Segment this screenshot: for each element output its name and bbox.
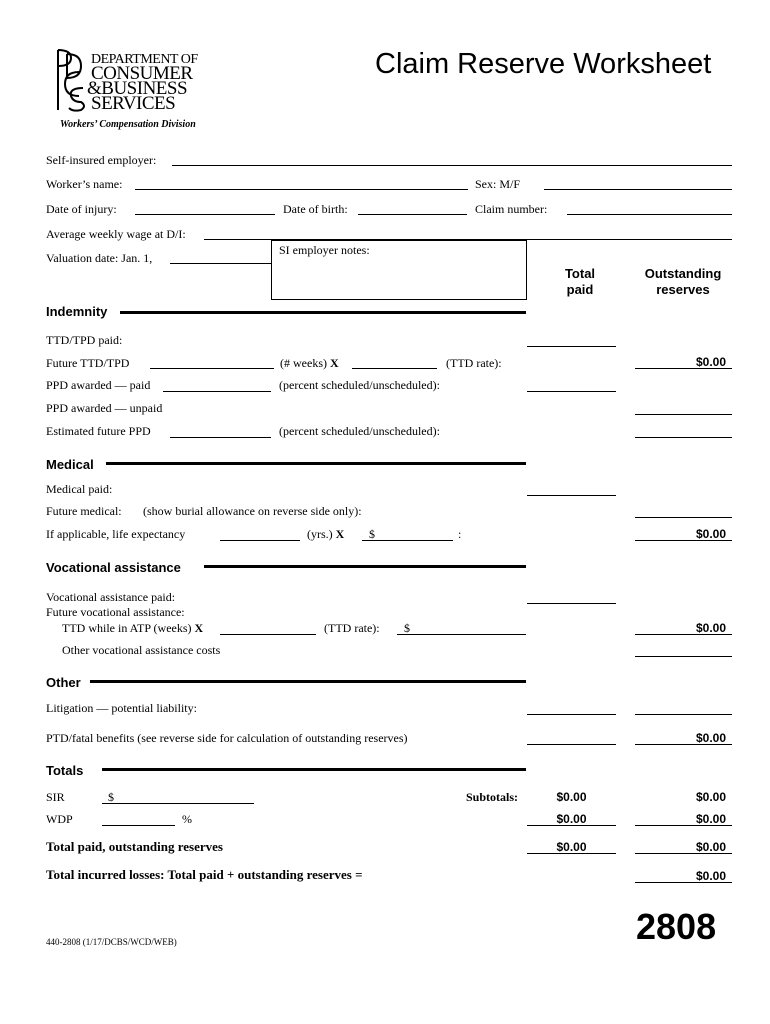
pct-sched-label-1: (percent scheduled/unscheduled): <box>279 378 440 392</box>
form-number: 2808 <box>636 906 717 947</box>
notes-label: SI employer notes: <box>279 243 370 257</box>
litigation-outstanding-field[interactable] <box>635 714 732 715</box>
sex-field[interactable] <box>544 189 732 190</box>
wdp-outstanding-value: $0.00 <box>695 812 726 826</box>
times-x: X <box>329 356 339 370</box>
worker-label: Worker’s name: <box>46 177 123 191</box>
worker-field[interactable] <box>135 189 468 190</box>
future-medical-field[interactable] <box>635 517 732 518</box>
claim-number-label: Claim number: <box>475 202 548 216</box>
ppd-unpaid-label: PPD awarded — unpaid <box>46 401 163 415</box>
sex-label: Sex: M/F <box>475 177 521 191</box>
weeks-text: (# weeks) <box>280 356 327 370</box>
other-voc-field[interactable] <box>635 656 732 657</box>
future-ttd-label: Future TTD/TPD <box>46 356 130 370</box>
yrs-label <box>307 527 344 542</box>
total-outstanding-value: $0.00 <box>695 840 726 854</box>
est-future-ppd-label: Estimated future PPD <box>46 424 151 438</box>
division-name: Workers’ Compensation Division <box>60 119 196 130</box>
ppd-paid-pct-field[interactable] <box>163 391 271 392</box>
incurred-label: Total incurred losses: Total paid + outstanding reserves = <box>46 867 363 882</box>
voc-dollar: $ <box>404 621 410 635</box>
col-outstanding <box>628 266 738 298</box>
col-outstanding-line1: Outstanding <box>644 266 722 281</box>
employer-field[interactable] <box>172 165 732 166</box>
page-title: Claim Reserve Worksheet <box>375 48 712 80</box>
ppd-paid-field[interactable] <box>527 391 616 392</box>
voc-paid-field[interactable] <box>527 603 616 604</box>
valuation-field[interactable] <box>170 263 271 264</box>
form-code: 440-2808 (1/17/DCBS/WCD/WEB) <box>46 937 177 947</box>
future-voc-label: Future vocational assistance: <box>46 605 185 619</box>
ttd-atp-weeks-field[interactable] <box>220 634 316 635</box>
litigation-label: Litigation — potential liability: <box>46 701 197 715</box>
totals-heading: Totals <box>46 763 84 778</box>
voc-ttd-rate-label: (TTD rate): <box>324 621 380 635</box>
total-paid-value: $0.00 <box>556 840 587 854</box>
burial-note: (show burial allowance on reverse side only): <box>143 504 362 518</box>
ppd-paid-label: PPD awarded — paid <box>46 378 151 392</box>
life-exp-yrs-field[interactable] <box>220 540 300 541</box>
col-total-paid <box>530 266 630 298</box>
wdp-pct: % <box>182 812 192 826</box>
ppd-unpaid-field[interactable] <box>635 414 732 415</box>
ttd-atp-label <box>62 621 203 636</box>
dcbs-logo <box>55 48 205 114</box>
ttd-rate-label: (TTD rate): <box>446 356 502 370</box>
times-x-medical: X <box>335 527 345 541</box>
employer-label: Self-insured employer: <box>46 153 157 167</box>
est-future-ppd-pct-field[interactable] <box>170 437 271 438</box>
life-exp-label: If applicable, life expectancy <box>46 527 186 541</box>
voc-paid-label: Vocational assistance paid: <box>46 590 176 604</box>
incurred-value: $0.00 <box>695 869 726 883</box>
valuation-label: Valuation date: Jan. 1, <box>46 251 153 265</box>
ptd-value: $0.00 <box>695 731 726 745</box>
other-voc-label: Other vocational assistance costs <box>62 643 221 657</box>
sir-field[interactable] <box>102 803 254 804</box>
col-total-paid-line2: paid <box>566 282 594 297</box>
wdp-paid-value: $0.00 <box>556 812 587 826</box>
medical-paid-field[interactable] <box>527 495 616 496</box>
ttd-atp-rate-field[interactable] <box>397 634 526 635</box>
dcbs-monogram-icon <box>55 48 89 112</box>
vocational-heading: Vocational assistance <box>46 560 181 575</box>
col-total-paid-line1: Total <box>564 266 596 281</box>
ttd-atp-value: $0.00 <box>695 621 726 635</box>
wdp-label: WDP <box>46 812 73 826</box>
ptd-paid-field[interactable] <box>527 744 616 745</box>
ptd-label: PTD/fatal benefits (see reverse side for calculation of outstanding reserves) <box>46 731 408 745</box>
date-birth-field[interactable] <box>358 214 467 215</box>
ttd-paid-label: TTD/TPD paid: <box>46 333 123 347</box>
yrs-text: (yrs.) <box>307 527 333 541</box>
medical-rule <box>106 462 526 465</box>
weeks-label <box>280 356 339 371</box>
ttd-paid-field[interactable] <box>527 346 616 347</box>
avg-wage-label: Average weekly wage at D/I: <box>46 227 186 241</box>
date-injury-field[interactable] <box>135 214 275 215</box>
life-exp-amount-field[interactable] <box>362 540 453 541</box>
pct-sched-label-2: (percent scheduled/unscheduled): <box>279 424 440 438</box>
medical-paid-label: Medical paid: <box>46 482 113 496</box>
sir-label: SIR <box>46 790 65 804</box>
other-rule <box>90 680 526 683</box>
logo-line-4: SERVICES <box>91 93 176 114</box>
future-ttd-weeks-field[interactable] <box>150 368 274 369</box>
subtotal-paid: $0.00 <box>556 790 587 804</box>
col-outstanding-line2: reserves <box>656 282 710 297</box>
life-dollar: $ <box>369 527 375 541</box>
logo-line-2: CONSUMER <box>91 63 193 84</box>
subtotals-label: Subtotals: <box>466 790 519 804</box>
future-ttd-value: $0.00 <box>695 355 726 369</box>
vocational-rule <box>204 565 526 568</box>
sir-dollar: $ <box>108 790 114 804</box>
claim-number-field[interactable] <box>567 214 732 215</box>
total-paid-label: Total paid, outstanding reserves <box>46 839 223 854</box>
wdp-field[interactable] <box>102 825 175 826</box>
ttd-atp-text: TTD while in ATP (weeks) <box>62 621 192 635</box>
other-heading: Other <box>46 675 81 690</box>
est-future-ppd-field[interactable] <box>635 437 732 438</box>
subtotal-outstanding: $0.00 <box>695 790 726 804</box>
future-medical-label: Future medical: <box>46 504 122 518</box>
logo-line-3: &BUSINESS <box>87 78 188 99</box>
indemnity-rule <box>120 311 526 314</box>
future-ttd-rate-field[interactable] <box>352 368 437 369</box>
times-x-voc: X <box>194 621 204 635</box>
date-injury-label: Date of injury: <box>46 202 117 216</box>
life-colon: : <box>458 527 462 541</box>
date-birth-label: Date of birth: <box>283 202 348 216</box>
litigation-paid-field[interactable] <box>527 714 616 715</box>
notes-box[interactable] <box>271 240 527 300</box>
logo-line-1: DEPARTMENT OF <box>91 52 198 67</box>
totals-rule <box>102 768 526 771</box>
medical-heading: Medical <box>46 457 94 472</box>
indemnity-heading: Indemnity <box>46 304 108 319</box>
life-exp-value: $0.00 <box>695 527 726 541</box>
